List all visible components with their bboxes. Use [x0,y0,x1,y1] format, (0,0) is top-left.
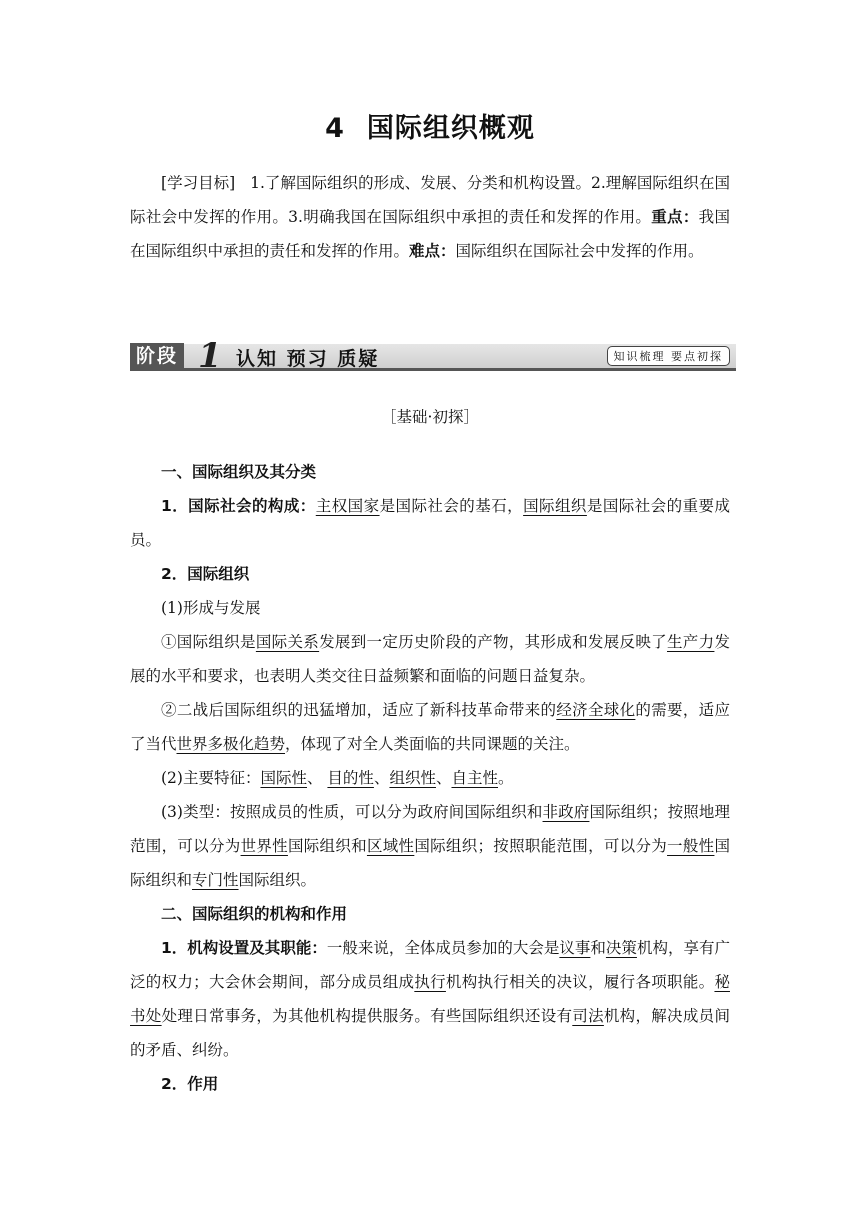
s1-item1 [130,489,730,557]
stage-banner [130,336,736,376]
text: 发展的水平和要求，也表明人类交往日益频繁和面临的问题日益复杂。 [130,633,730,685]
blank-answer: 决策 [605,939,637,957]
banner-heading: 认知 预习 质疑 [236,348,380,370]
text: 国际组织；按照地理范围，可以分为 [130,803,730,855]
key-text: 我国在国际组织中承担的责任和发挥的作用。 [130,208,730,260]
blank-answer: 主权国家 [315,497,380,515]
blank-answer: 执行 [414,973,446,991]
section1-heading [130,455,730,489]
s1-item2 [130,557,730,591]
text: 、 [373,769,390,787]
text: ①国际组织是 [161,633,256,651]
blank-answer: 国际组织 [523,497,587,515]
text: 。 [498,769,514,787]
text: 国际组织；按照职能范围，可以分为 [414,837,668,855]
text: ，体现了对全人类面临的共同课题的关注。 [285,735,580,753]
blank-answer: 国际关系 [255,633,320,651]
text: 机构，享有广泛的权力；大会休会期间，部分成员组成 [130,939,730,991]
text: 处理日常事务，为其他机构提供服务。有些国际组织还设有 [161,1007,573,1025]
text: 发展到一定历史阶段的产物，其形成和发展反映了 [319,633,667,651]
s1-item2-label: 2．国际组织 [161,565,250,583]
s2-item1 [130,931,730,1067]
difficulty-label: 难点： [409,242,456,260]
text: 和 [590,939,606,957]
title-number: 4 [325,113,345,144]
section2-heading [130,897,730,931]
banner-tag: 知识梳理 要点初探 [607,346,731,366]
text: 、 [435,769,452,787]
s1-point1 [130,625,730,693]
banner-stage-label: 阶段 [130,343,184,369]
s2-item2 [130,1067,730,1101]
text: 国际组织和 [130,837,730,889]
title-text: 国际组织概观 [366,113,535,144]
blank-answer: 生产力 [667,633,715,651]
text: 是国际社会的重要成员。 [130,497,730,549]
blank-answer: 经济全球化 [556,701,636,719]
blank-answer: 国际性 [260,769,307,787]
text: (3)类型：按照成员的性质，可以分为政府间国际组织和 [161,803,543,821]
page-title [0,106,860,145]
text: 国际组织和 [287,837,367,855]
blank-answer: 组织性 [389,769,436,787]
text: 、 [306,769,328,787]
learning-objectives [130,166,730,268]
s2-item2-label: 2．作用 [161,1075,219,1093]
s1-item1-label: 1．国际社会的构成： [161,497,316,515]
section-subtitle: ［基础·初探］ [381,408,479,426]
blank-answer: 自主性 [451,769,498,787]
section2-heading-text: 二、国际组织的机构和作用 [161,905,348,923]
s1-point2 [130,693,730,761]
blank-answer: 秘书处 [130,973,730,1025]
objectives-text: 1.了解国际组织的形成、发展、分类和机构设置。2.理解国际组织在国际社会中发挥的作用。3.明确我国在国际组织中承担的责任和发挥的作用。 [130,174,730,226]
blank-answer: 一般性 [667,837,715,855]
blank-answer: 司法 [572,1007,604,1025]
text: 一般来说，全体成员参加的大会是 [326,939,560,957]
blank-answer: 世界多极化趋势 [176,735,286,753]
blank-answer: 世界性 [240,837,288,855]
blank-answer: 议事 [559,939,591,957]
banner-stage-digit: 1 [198,336,222,376]
difficulty-text: 国际组织在国际社会中发挥的作用。 [455,242,704,260]
key-label: 重点： [651,208,699,226]
blank-answer: 区域性 [366,837,415,855]
text: 国际组织。 [238,871,317,889]
objectives-label: [学习目标] [161,174,236,192]
text: 是国际社会的基石， [379,497,524,515]
text: 机构，解决成员间的矛盾、纠纷。 [130,1007,730,1059]
s2-item1-label: 1．机构设置及其职能： [161,939,327,957]
text: (2)主要特征： [161,769,261,787]
blank-answer: 专门性 [192,871,239,889]
blank-answer: 目的性 [327,769,374,787]
text: 机构执行相关的决议，履行各项职能。 [445,973,715,991]
s1-sub1: (1)形成与发展 [161,599,261,617]
text: ②二战后国际组织的迅猛增加，适应了新科技革命带来的 [161,701,557,719]
s1-types [130,795,730,897]
blank-answer: 非政府 [542,803,590,821]
text: 的需要，适应了当代 [130,701,730,753]
s1-features [130,761,730,795]
section1-heading-text: 一、国际组织及其分类 [161,463,317,481]
